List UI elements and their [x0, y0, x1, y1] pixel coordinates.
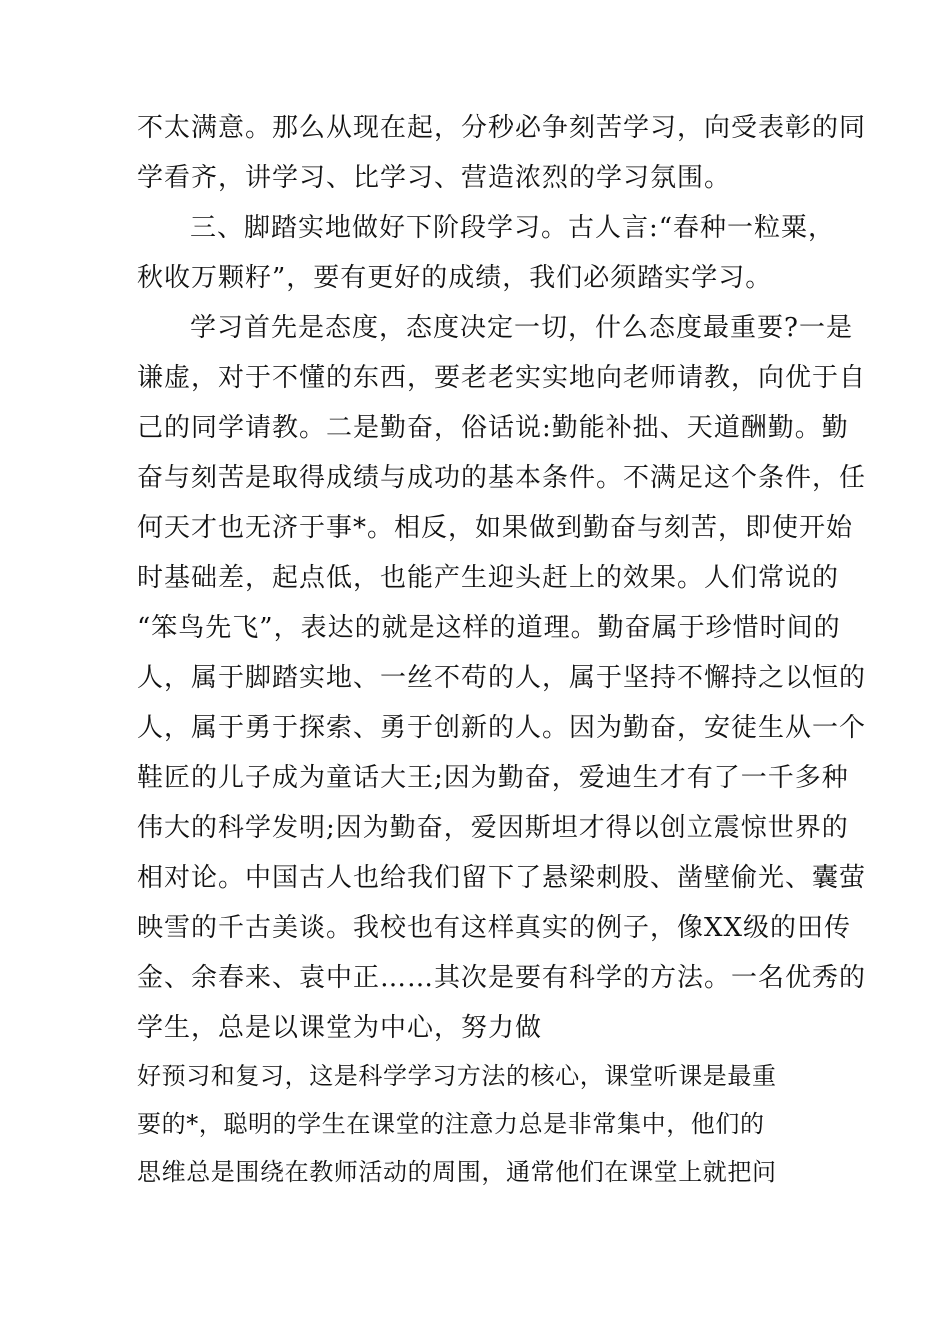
text-line: 好预习和复习，这是科学学习方法的核心，课堂听课是最重 — [137, 1062, 777, 1090]
text-line: 己的同学请教。二是勤奋，俗话说:勤能补拙、天道酬勤。勤 — [137, 413, 849, 443]
text-line: 相对论。中国古人也给我们留下了悬梁刺股、凿壁偷光、囊萤 — [137, 863, 867, 893]
text-line: 思维总是围绕在教师活动的周围，通常他们在课堂上就把问 — [137, 1158, 777, 1186]
text-line: 伟大的科学发明;因为勤奋，爱因斯坦才得以创立震惊世界的 — [137, 813, 849, 843]
text-line: 时基础差，起点低，也能产生迎头赶上的效果。人们常说的 — [137, 563, 840, 593]
text-line: 金、余春来、袁中正……其次是要有科学的方法。一名优秀的 — [137, 963, 867, 993]
text-line: 学看齐，讲学习、比学习、营造浓烈的学习氛围。 — [137, 163, 732, 193]
text-line: 三、脚踏实地做好下阶段学习。古人言:“春种一粒粟， — [190, 213, 836, 243]
text-line: 人，属于脚踏实地、一丝不苟的人，属于坚持不懈持之以恒的 — [137, 663, 867, 693]
text-line: 学生，总是以课堂为中心，努力做 — [137, 1013, 543, 1043]
text-line: 要的*，聪明的学生在课堂的注意力总是非常集中，他们的 — [137, 1110, 765, 1138]
text-line: 秋收万颗籽”，要有更好的成绩，我们必须踏实学习。 — [137, 263, 773, 293]
text-line: “笨鸟先飞”，表达的就是这样的道理。勤奋属于珍惜时间的 — [137, 613, 841, 643]
text-line: 鞋匠的儿子成为童话大王;因为勤奋，爱迪生才有了一千多种 — [137, 763, 849, 793]
text-line: 奋与刻苦是取得成绩与成功的基本条件。不满足这个条件，任 — [137, 463, 867, 493]
text-line: 何天才也无济于事*。相反，如果做到勤奋与刻苦，即使开始 — [137, 513, 854, 543]
text-line: 学习首先是态度，态度决定一切，什么态度最重要?一是 — [190, 313, 853, 343]
text-line: 映雪的千古美谈。我校也有这样真实的例子，像XX级的田传 — [137, 913, 852, 943]
text-line: 人，属于勇于探索、勇于创新的人。因为勤奋，安徒生从一个 — [137, 713, 867, 743]
text-line: 谦虚，对于不懂的东西，要老老实实地向老师请教，向优于自 — [137, 363, 867, 393]
text-line: 不太满意。那么从现在起，分秒必争刻苦学习，向受表彰的同 — [137, 113, 867, 143]
